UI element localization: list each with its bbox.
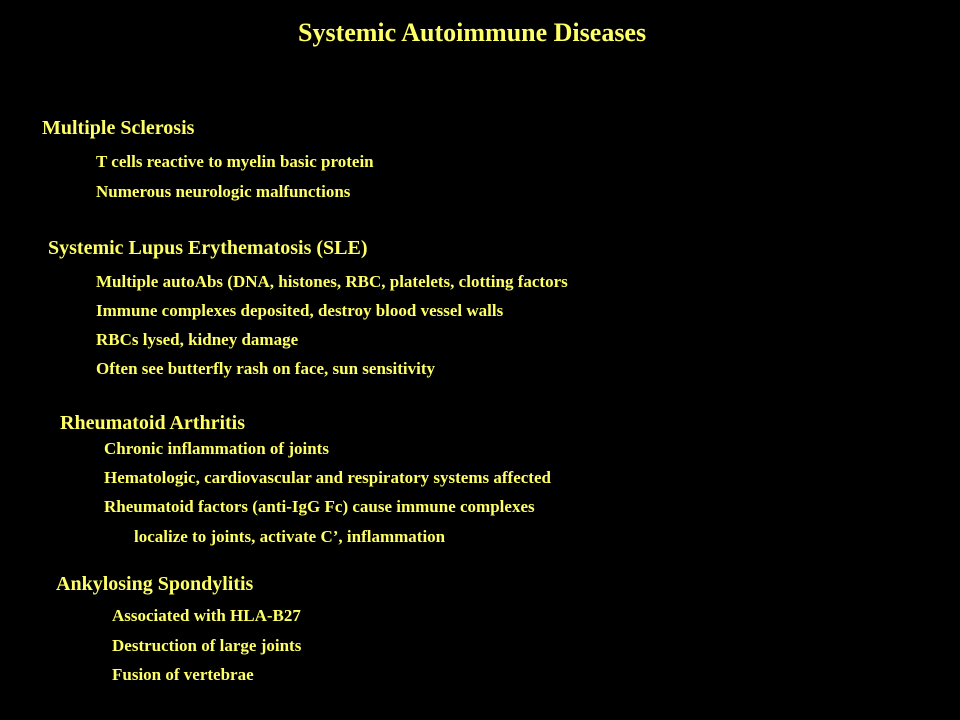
ra-item-2: Hematologic, cardiovascular and respiratory systems affected (104, 468, 551, 487)
section-heading-sle: Systemic Lupus Erythematosis (SLE) (48, 237, 368, 259)
sle-item-3: RBCs lysed, kidney damage (96, 330, 299, 349)
as-item-3: Fusion of vertebrae (112, 665, 254, 684)
section-heading-ankylosing-spondylitis: Ankylosing Spondylitis (56, 573, 254, 595)
as-item-2: Destruction of large joints (112, 636, 302, 655)
ms-item-2: Numerous neurologic malfunctions (96, 182, 351, 201)
ra-item-1: Chronic inflammation of joints (104, 439, 329, 458)
sle-item-4: Often see butterfly rash on face, sun sensitivity (96, 359, 436, 378)
section-heading-multiple-sclerosis: Multiple Sclerosis (42, 117, 195, 139)
slide-title: Systemic Autoimmune Diseases (298, 18, 647, 47)
as-item-1: Associated with HLA-B27 (112, 606, 301, 625)
ms-item-1: T cells reactive to myelin basic protein (96, 152, 374, 171)
sle-item-2: Immune complexes deposited, destroy blood vessel walls (96, 301, 504, 320)
section-heading-rheumatoid-arthritis: Rheumatoid Arthritis (60, 412, 245, 434)
ra-item-3: Rheumatoid factors (anti-IgG Fc) cause immune complexes (104, 497, 535, 516)
sle-item-1: Multiple autoAbs (DNA, histones, RBC, platelets, clotting factors (96, 272, 568, 291)
ra-item-4: localize to joints, activate C’, inflammation (134, 527, 446, 546)
